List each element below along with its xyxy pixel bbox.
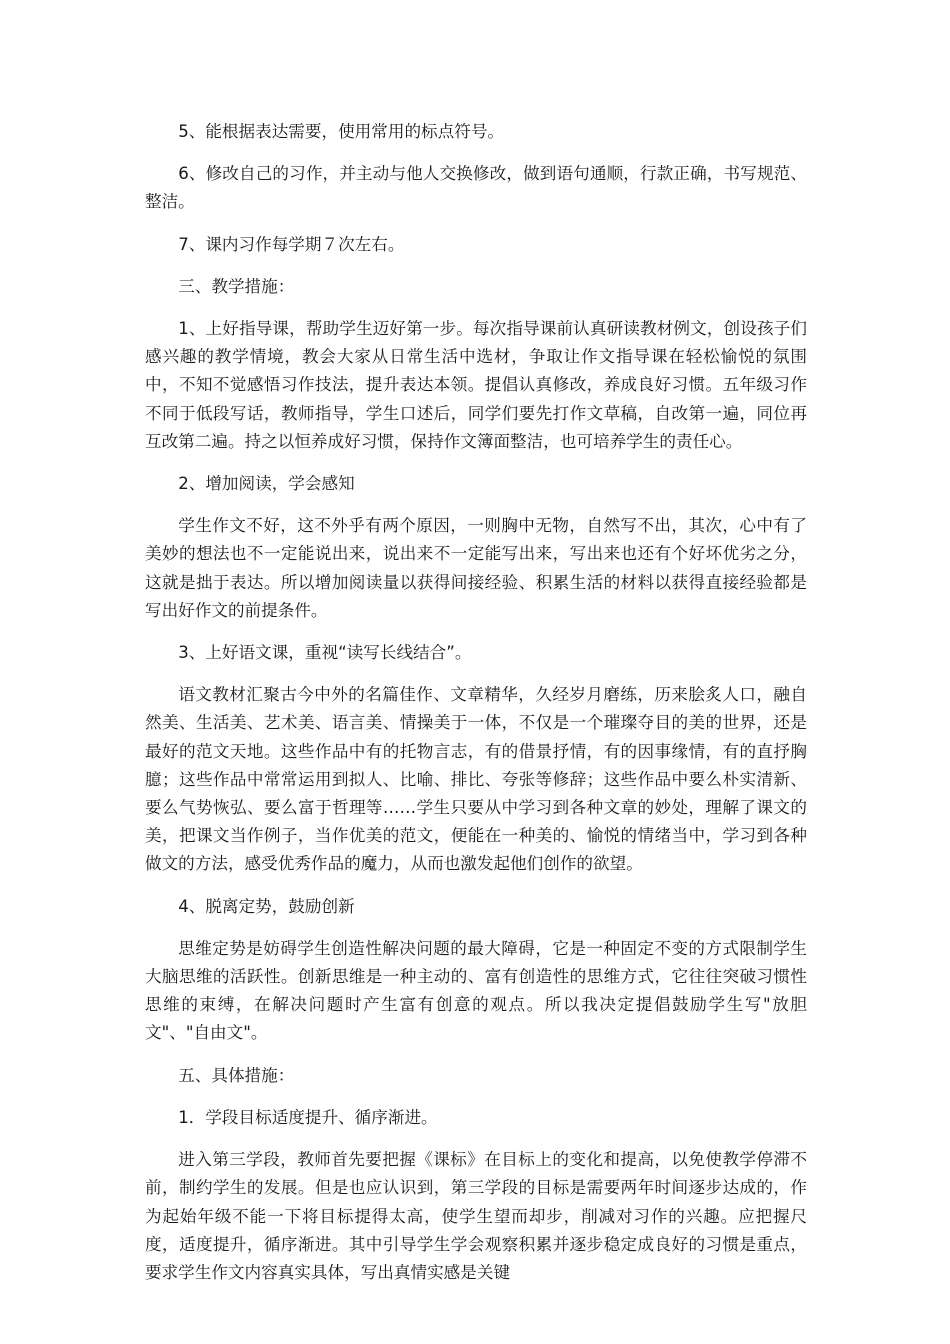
- section-heading-specific-measures: 五、具体措施：: [178, 1065, 295, 1085]
- paragraph-specific-1-body: 进入第三学段，教师首先要把握《课标》在目标上的变化和提高，以免使教学停滞不前，制约学生的发展。但是也应认识到，第三学段的目标是需要两年时间逐步达成的，作为起始年级不能一下将目标提得太高，使学生望而却步，削减对习作的兴趣。应把握尺度，适度提升，循序渐进。其中引导学生学会观察积累并逐步稳定成良好的习惯是重点，要求学生作文内容真实具体，写出真情实感是关键: [145, 1150, 807, 1282]
- document-body: [145, 118, 807, 1301]
- paragraph-goal-7: 7、课内习作每学期７次左右。: [178, 234, 405, 254]
- paragraph-measure-4-heading: 4、脱离定势，鼓励创新: [178, 896, 355, 916]
- paragraph-goal-5: 5、能根据表达需要，使用常用的标点符号。: [178, 122, 505, 141]
- paragraph-specific-1-heading: 1．学段目标适度提升、循序渐进。: [178, 1107, 438, 1127]
- paragraph-measure-2-body: 学生作文不好，这不外乎有两个原因，一则胸中无物，自然写不出，其次，心中有了美妙的想法也不一定能说出来，说出来不一定能写出来，写出来也还有个好坏优劣之分，这就是拙于表达。所以增加阅读量以获得间接经验、积累生活的材料以获得直接经验都是写出好作文的前提条件。: [145, 516, 807, 620]
- section-heading-teaching-measures: 三、教学措施：: [178, 276, 295, 296]
- paragraph-measure-3-body: 语文教材汇聚古今中外的名篇佳作、文章精华，久经岁月磨练，历来脍炙人口，融自然美、生活美、艺术美、语言美、情操美于一体，不仅是一个璀璨夺目的美的世界，还是最好的范文天地。这些作品中有的托物言志，有的借景抒情，有的因事缘情，有的直抒胸臆；这些作品中常常运用到拟人、比喻、排比、夸张等修辞；这些作品中要么朴实清新、要么气势恢弘、要么富于哲理等……学生只要从中学习到各种文章的妙处，理解了课文的美，把课文当作例子，当作优美的范文，便能在一种美的、愉悦的情绪当中，学习到各种做文的方法，感受优秀作品的魔力，从而也激发起他们创作的欲望。: [145, 685, 807, 874]
- paragraph-measure-1: 1、上好指导课，帮助学生迈好第一步。每次指导课前认真研读教材例文，创设孩子们感兴趣的教学情境，教会大家从日常生活中选材，争取让作文指导课在轻松愉悦的氛围中，不知不觉感悟习作技法，提升表达本领。提倡认真修改，养成良好习惯。五年级习作不同于低段写话，教师指导，学生口述后，同学们要先打作文草稿，自改第一遍，同位再互改第二遍。持之以恒养成好习惯，保持作文簿面整洁，也可培养学生的责任心。: [145, 319, 807, 451]
- paragraph-measure-3-heading: 3、上好语文课，重视“读写长线结合”。: [178, 643, 472, 663]
- paragraph-measure-2-heading: 2、增加阅读，学会感知: [178, 474, 355, 494]
- paragraph-goal-6: 6、修改自己的习作，并主动与他人交换修改，做到语句通顺，行款正确，书写规范、整洁。: [145, 164, 807, 212]
- paragraph-measure-4-body: 思维定势是妨碍学生创造性解决问题的最大障碍，它是一种固定不变的方式限制学生大脑思维的活跃性。创新思维是一种主动的、富有创造性的思维方式，它往往突破习惯性思维的束缚，在解决问题时产生富有创意的观点。所以我决定提倡鼓励学生写"放胆文"、"自由文"。: [145, 938, 807, 1043]
